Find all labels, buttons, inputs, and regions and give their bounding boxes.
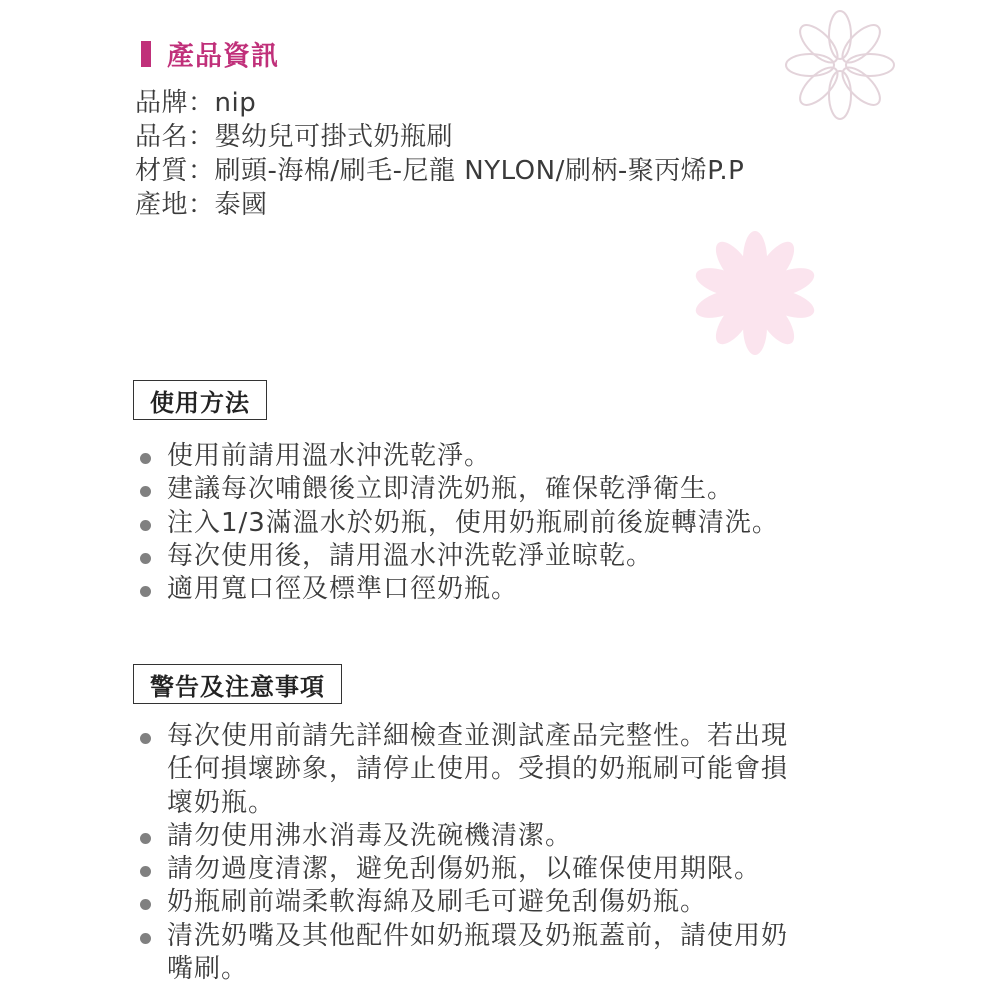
- list-item: [140, 886, 788, 919]
- list-item-text: [167, 920, 788, 987]
- text-line: 每次使用前請先詳細檢查並測試產品完整性。若出現: [167, 721, 789, 751]
- list-item: [140, 820, 788, 853]
- warnings-list: [140, 720, 788, 986]
- list-item: [140, 507, 779, 540]
- list-item-text: [167, 473, 734, 506]
- bullet-icon: [140, 586, 151, 597]
- list-item: [140, 573, 779, 606]
- list-item-text: [167, 853, 761, 886]
- text-line: 建議每次哺餵後立即清洗奶瓶，確保乾淨衛生。: [167, 474, 735, 505]
- usage-list: [140, 440, 779, 606]
- warnings-heading: 警告及注意事項: [133, 664, 342, 704]
- list-item: [140, 720, 788, 820]
- list-item-text: [167, 540, 653, 573]
- flower-pink-decoration: [690, 228, 820, 358]
- text-line: 每次使用後，請用溫水沖洗乾淨並晾乾。: [167, 540, 654, 571]
- text-line: 請勿使用沸水消毒及洗碗機清潔。: [167, 820, 573, 851]
- product-info-heading: [141, 34, 279, 73]
- text-line: 奶瓶刷前端柔軟海綿及刷毛可避免刮傷奶瓶。: [167, 887, 708, 918]
- bullet-icon: [140, 899, 151, 910]
- bullet-icon: [140, 833, 151, 844]
- list-item-text: [167, 886, 707, 919]
- list-item-text: [167, 573, 518, 606]
- list-item-text: [167, 720, 788, 820]
- list-item-text: [167, 820, 572, 853]
- info-origin: 產地：泰國: [135, 190, 268, 220]
- list-item-text: [167, 440, 491, 473]
- text-line: 注入1/3滿溫水於奶瓶，使用奶瓶刷前後旋轉清洗。: [167, 507, 779, 538]
- text-line: 任何損壞跡象，請停止使用。受損的奶瓶刷可能會損: [167, 754, 789, 785]
- text-line: 使用前請用溫水沖洗乾淨。: [167, 441, 492, 471]
- product-info-list: [135, 86, 744, 222]
- bullet-icon: [140, 733, 151, 744]
- list-item: [140, 440, 779, 473]
- bullet-icon: [140, 486, 151, 497]
- text-line: 嘴刷。: [167, 954, 249, 985]
- info-product-name: 品名：嬰幼兒可掛式奶瓶刷: [135, 122, 454, 152]
- text-line: 清洗奶嘴及其他配件如奶瓶環及奶瓶蓋前，請使用奶: [167, 920, 789, 951]
- bullet-icon: [140, 453, 151, 464]
- bullet-icon: [140, 520, 151, 531]
- product-info-title: 產品資訊: [167, 41, 279, 72]
- list-item: [140, 540, 779, 573]
- usage-heading: 使用方法: [133, 380, 267, 420]
- text-line: 請勿過度清潔，避免刮傷奶瓶，以確保使用期限。: [167, 854, 762, 885]
- info-brand: 品牌：nip: [135, 88, 257, 118]
- bullet-icon: [140, 933, 151, 944]
- list-item-text: [167, 507, 779, 540]
- text-line: 壞奶瓶。: [167, 787, 276, 818]
- list-item: [140, 920, 788, 987]
- heading-accent-bar: [141, 41, 151, 67]
- list-item: [140, 853, 788, 886]
- flower-outline-decoration: [785, 5, 895, 125]
- info-material: 材質：刷頭-海棉/刷毛-尼龍 NYLON/刷柄-聚丙烯P.P: [135, 156, 745, 186]
- list-item: [140, 473, 779, 506]
- bullet-icon: [140, 553, 151, 564]
- bullet-icon: [140, 866, 151, 877]
- text-line: 適用寬口徑及標準口徑奶瓶。: [167, 574, 519, 605]
